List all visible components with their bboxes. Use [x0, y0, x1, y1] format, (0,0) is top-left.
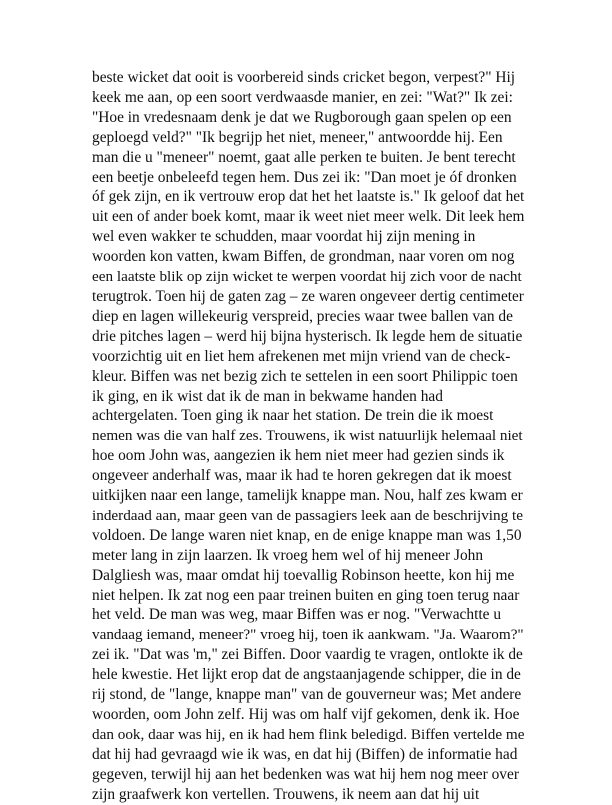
- text-line: zei ik. "Dat was 'm," zei Biffen. Door vaardig te vragen, ontlokte ik de: [92, 646, 523, 664]
- body-text: [92, 68, 524, 805]
- text-line: dan ook, daar was hij, en ik had hem flink beledigd. Biffen vertelde me: [92, 725, 525, 743]
- text-line: woorden kon vatten, kwam Biffen, de grondman, naar voren om nog: [92, 248, 515, 266]
- text-line: keek me aan, op een soort verdwaasde manier, en zei: "Wat?" Ik zei:: [92, 88, 513, 106]
- text-line: een laatste blik op zijn wicket te werpen voordat hij zich voor de nacht: [92, 268, 522, 286]
- text-line: ongeveer anderhalf was, maar ik had te horen gekregen dat ik moest: [92, 467, 512, 485]
- text-line: gegeven, terwijl hij aan het bedenken was wat hij hem nog meer over: [92, 765, 519, 783]
- text-line: voldoen. De lange waren niet knap, en de enige knappe man was 1,50: [92, 526, 522, 544]
- text-line: nemen was die van half zes. Trouwens, ik wist natuurlijk helemaal niet: [92, 427, 523, 445]
- text-line: ik ging, en ik wist dat ik de man in bekwame handen had: [92, 387, 443, 405]
- text-line: uit een of ander boek komt, maar ik weet niet meer welk. Dit leek hem: [92, 208, 525, 226]
- text-line: diep en lagen willekeurig verspreid, precies waar twee ballen van de: [92, 307, 513, 325]
- text-line: óf gek zijn, en ik vertrouw erop dat het het laatste is." Ik geloof dat het: [92, 188, 525, 206]
- text-line: niet helpen. Ik zat nog een paar treinen buiten en ging toen terug naar: [92, 586, 520, 604]
- text-line: voorzichtig uit en liet hem afrekenen met mijn vriend van de check-: [92, 347, 511, 365]
- text-line: meter lang in zijn laarzen. Ik vroeg hem wel of hij meneer John: [92, 546, 484, 564]
- text-line: beste wicket dat ooit is voorbereid sinds cricket begon, verpest?" Hij: [92, 69, 515, 86]
- text-line: hele kwestie. Het lijkt erop dat de angstaanjagende schipper, die in de: [92, 666, 521, 684]
- text-line: uitkijken naar een lange, tamelijk knappe man. Nou, half zes kwam er: [92, 487, 523, 505]
- text-line: drie pitches lagen – werd hij bijna hysterisch. Ik legde hem de situatie: [92, 327, 523, 345]
- text-line: dat hij had gevraagd wie ik was, en dat hij (Biffen) de informatie had: [92, 745, 518, 763]
- text-line: wel even wakker te schudden, maar voordat hij zijn mening in: [92, 228, 476, 246]
- text-line: rij stond, de "lange, knappe man" van de gouverneur was; Met andere: [92, 686, 522, 704]
- text-line: man die u "meneer" noemt, gaat alle perken te buiten. Je bent terecht: [92, 148, 516, 166]
- text-line: woorden, oom John zelf. Hij was om half vijf gekomen, denk ik. Hoe: [92, 706, 520, 723]
- text-line: het veld. De man was weg, maar Biffen was er nog. "Verwachtte u: [92, 606, 502, 624]
- text-line: vandaag iemand, meneer?" vroeg hij, toen ik aankwam. "Ja. Waarom?": [92, 626, 524, 644]
- text-line: terugtrok. Toen hij de gaten zag – ze waren ongeveer dertig centimeter: [92, 287, 524, 305]
- text-line: kleur. Biffen was net bezig zich te settelen in een soort Philippic toen: [92, 367, 518, 385]
- text-line: "Hoe in vredesnaam denk je dat we Rugborough gaan spelen op een: [92, 108, 512, 126]
- text-line: Dalgliesh was, maar omdat hij toevallig Robinson heette, kon hij me: [92, 566, 515, 584]
- text-line: een beetje onbeleefd tegen hem. Dus zei ik: "Dan moet je óf dronken: [92, 168, 517, 186]
- text-line: hoe oom John was, aangezien ik hem niet meer had gezien sinds ik: [92, 447, 505, 465]
- text-line: inderdaad aan, maar geen van de passagiers leek aan de beschrijving te: [92, 506, 523, 524]
- text-line: zijn graafwerk kon vertellen. Trouwens, ik neem aan dat hij uit: [92, 785, 480, 803]
- text-line: achtergelaten. Toen ging ik naar het station. De trein die ik moest: [92, 407, 494, 425]
- text-line: geploegd veld?" "Ik begrijp het niet, meneer," antwoordde hij. Een: [92, 128, 503, 146]
